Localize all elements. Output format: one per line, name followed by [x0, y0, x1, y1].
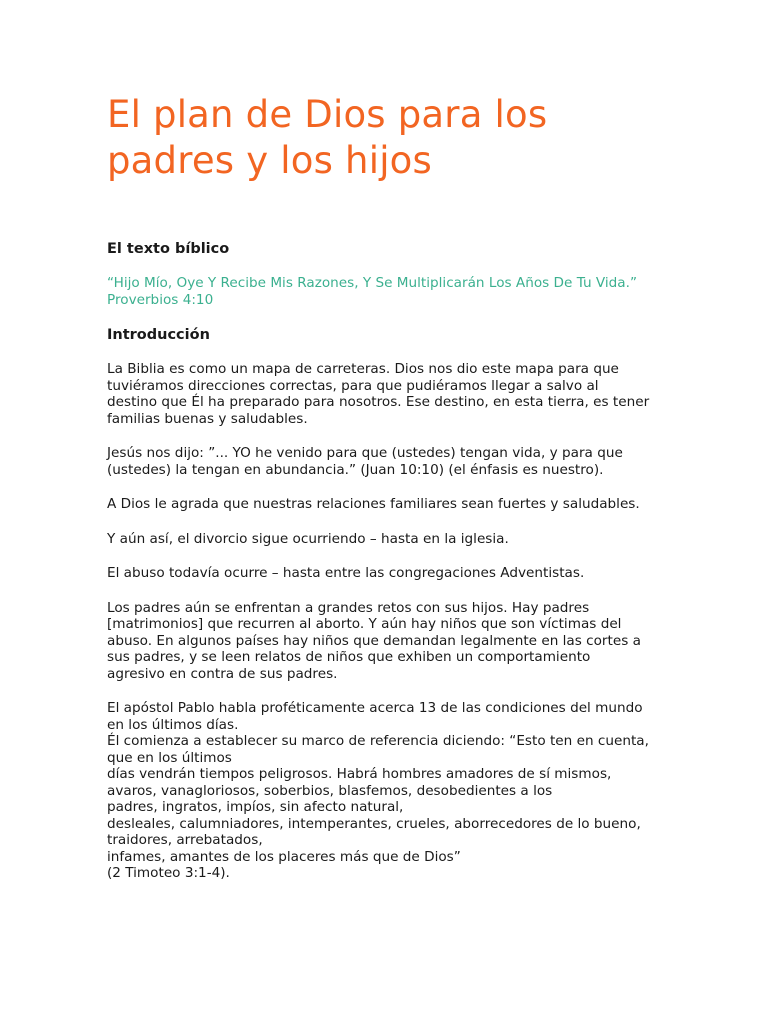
paragraph-line: Los padres aún se enfrentan a grandes retos con sus hijos. Hay padres [107, 599, 590, 616]
paragraph-line: desleales, calumniadores, intemperantes, crueles, aborrecedores de lo bueno, [107, 815, 641, 832]
paragraph-line: padres, ingratos, impíos, sin afecto natural, [107, 799, 404, 815]
paragraph-line: abuso. En algunos países hay niños que demandan legalmente en las cortes a [107, 632, 641, 649]
paragraph [107, 600, 687, 683]
paragraph-line: sus padres, y se leen relatos de niños que exhiben un comportamiento [107, 649, 591, 665]
paragraph-line: tuviéramos direcciones correctas, para que pudiéramos llegar a salvo al [107, 377, 599, 394]
paragraph [107, 531, 687, 548]
paragraph-line: días vendrán tiempos peligrosos. Habrá hombres amadores de sí mismos, [107, 766, 612, 782]
paragraph-line: traidores, arrebatados, [107, 832, 263, 848]
paragraph-line: El abuso todavía ocurre – hasta entre las congregaciones Adventistas. [107, 565, 585, 581]
paragraph [107, 361, 687, 427]
paragraph-line: [matrimonios] que recurren al aborto. Y aún hay niños que son víctimas del [107, 616, 622, 632]
paragraph-line: A Dios le agrada que nuestras relaciones familiares sean fuertes y saludables. [107, 496, 640, 512]
paragraph-line: avaros, vanagloriosos, soberbios, blasfemos, desobedientes a los [107, 782, 553, 799]
title-line: padres y los hijos [107, 139, 432, 182]
document-page [107, 92, 687, 882]
bible-quote [107, 275, 687, 308]
title-line: El plan de Dios para los [107, 93, 548, 136]
paragraph [107, 496, 687, 513]
paragraph [107, 700, 687, 882]
paragraph-line: Él comienza a establecer su marco de referencia diciendo: “Esto ten en cuenta, [107, 733, 649, 749]
paragraph-line: familias buenas y saludables. [107, 410, 308, 427]
quote-line: “Hijo Mío, Oye Y Recibe Mis Razones, Y Se Multiplicarán Los Años De Tu Vida.” [107, 275, 637, 291]
paragraph-line: infames, amantes de los placeres más que de Dios” [107, 848, 461, 865]
paragraph-line: El apóstol Pablo habla proféticamente acerca 13 de las condiciones del mundo [107, 700, 643, 716]
document-title [107, 92, 687, 184]
section-heading-intro: Introducción [107, 327, 210, 343]
paragraph [107, 565, 687, 582]
paragraph-line: Y aún así, el divorcio sigue ocurriendo – hasta en la iglesia. [107, 530, 509, 547]
paragraph [107, 445, 687, 478]
paragraph-line: (ustedes) la tengan en abundancia.” (Juan 10:10) (el énfasis es nuestro). [107, 461, 604, 478]
paragraph-line: La Biblia es como un mapa de carreteras. Dios nos dio este mapa para que [107, 361, 619, 377]
quote-reference: Proverbios 4:10 [107, 291, 214, 308]
paragraph-line: (2 Timoteo 3:1-4). [107, 865, 230, 881]
paragraph-line: agresivo en contra de sus padres. [107, 665, 338, 682]
paragraph-line: en los últimos días. [107, 716, 239, 733]
paragraph-line: que en los últimos [107, 749, 232, 766]
section-heading-bible: El texto bíblico [107, 241, 230, 257]
paragraph-line: destino que Él ha preparado para nosotros. Ese destino, en esta tierra, es tener [107, 394, 650, 410]
paragraph-line: Jesús nos dijo: ”... YO he venido para que (ustedes) tengan vida, y para que [107, 445, 623, 461]
